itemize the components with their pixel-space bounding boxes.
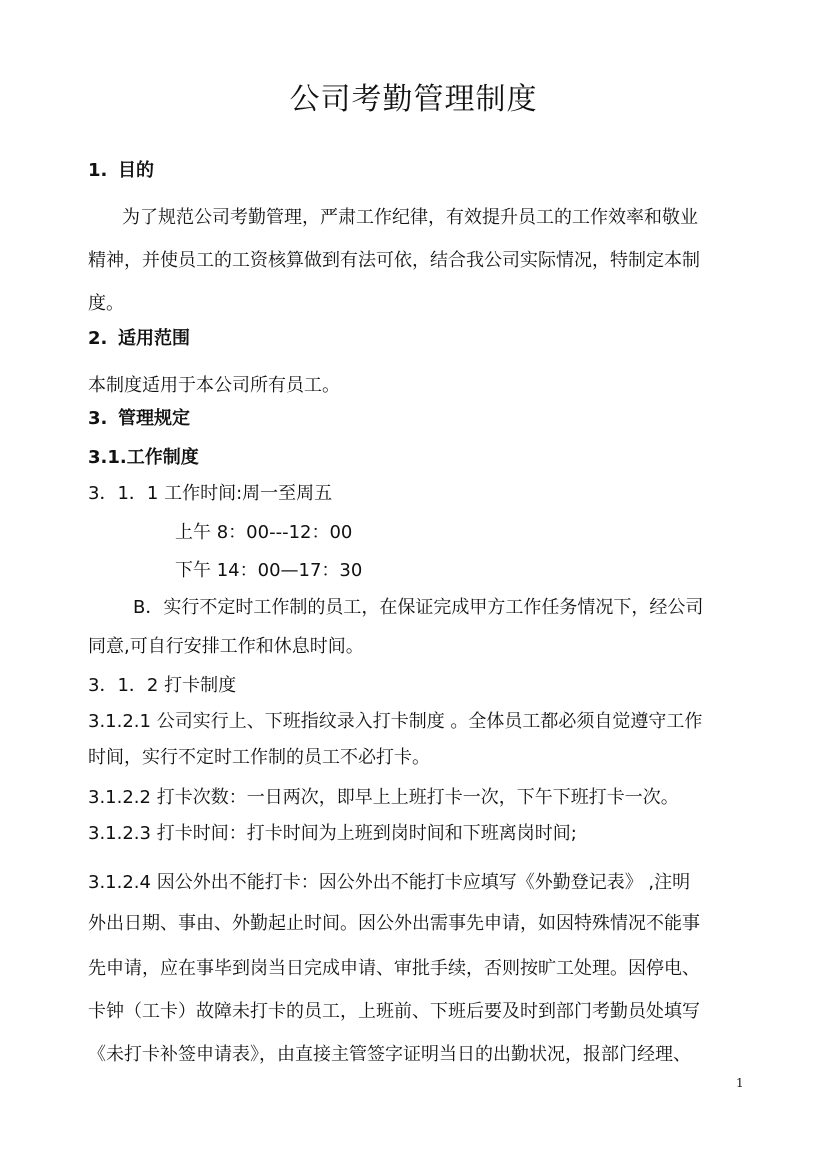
document-title: 公司考勤管理制度 [289,82,538,117]
paragraph-line: 《未打卡补签申请表》，由直接主管签字证明当日的出勤状况，报部门经理、 [88,1044,691,1065]
section-heading-purpose [88,159,154,183]
paragraph-line: 同意,可自行安排工作和休息时间。 [88,636,364,657]
paragraph-line: 3.1.2.2 打卡次数：一日两次，即早上上班打卡一次，下午下班打卡一次。 [88,787,679,808]
paragraph-line: 3.1.2.3 打卡时间：打卡时间为上班到岗时间和下班离岗时间; [88,823,577,844]
paragraph-line: 时间，实行不定时工作制的员工不必打卡。 [88,747,430,768]
paragraph-line: 下午 14：00—17：30 [175,560,363,581]
section-title: 适用范围 [118,328,190,349]
section-title: 目的 [118,160,154,181]
paragraph-line: 3.1.2.1 公司实行上、下班指纹录入打卡制度 。全体员工都必须自觉遵守工作 [88,711,703,732]
section-heading-rules [88,407,190,431]
paragraph-line: 卡钟（工卡）故障未打卡的员工，上班前、下班后要及时到部门考勤员处填写 [88,1001,700,1022]
section-title: 管理规定 [118,408,190,429]
paragraph-line: 本制度适用于本公司所有员工。 [88,375,340,396]
paragraph-line: 3．1．2 打卡制度 [88,675,237,696]
paragraph-line: 为了规范公司考勤管理，严肃工作纪律，有效提升员工的工作效率和敬业 [122,207,698,228]
subsection-heading: 3.1.工作制度 [88,447,199,468]
section-number: 3. [88,408,108,429]
paragraph-line: 度。 [88,293,124,314]
section-number: 2. [88,328,108,349]
section-number: 1. [88,160,108,181]
paragraph-line: B．实行不定时工作制的员工，在保证完成甲方工作任务情况下，经公司 [133,597,704,618]
section-heading-scope [88,327,190,351]
page-number: 1 [736,1076,744,1090]
paragraph-line: 3.1.2.4 因公外出不能打卡：因公外出不能打卡应填写《外勤登记表》 ,注明 [88,872,691,893]
paragraph-line: 先申请，应在事毕到岗当日完成申请、审批手续，否则按旷工处理。因停电、 [88,958,700,979]
paragraph-line: 精神，并使员工的工资核算做到有法可依，结合我公司实际情况，特制定本制 [88,250,700,271]
paragraph-line: 3．1．1 工作时间:周一至周五 [88,483,333,504]
paragraph-line: 上午 8：00---12：00 [175,522,353,543]
paragraph-line: 外出日期、事由、外勤起止时间。因公外出需事先申请，如因特殊情况不能事 [88,913,700,934]
